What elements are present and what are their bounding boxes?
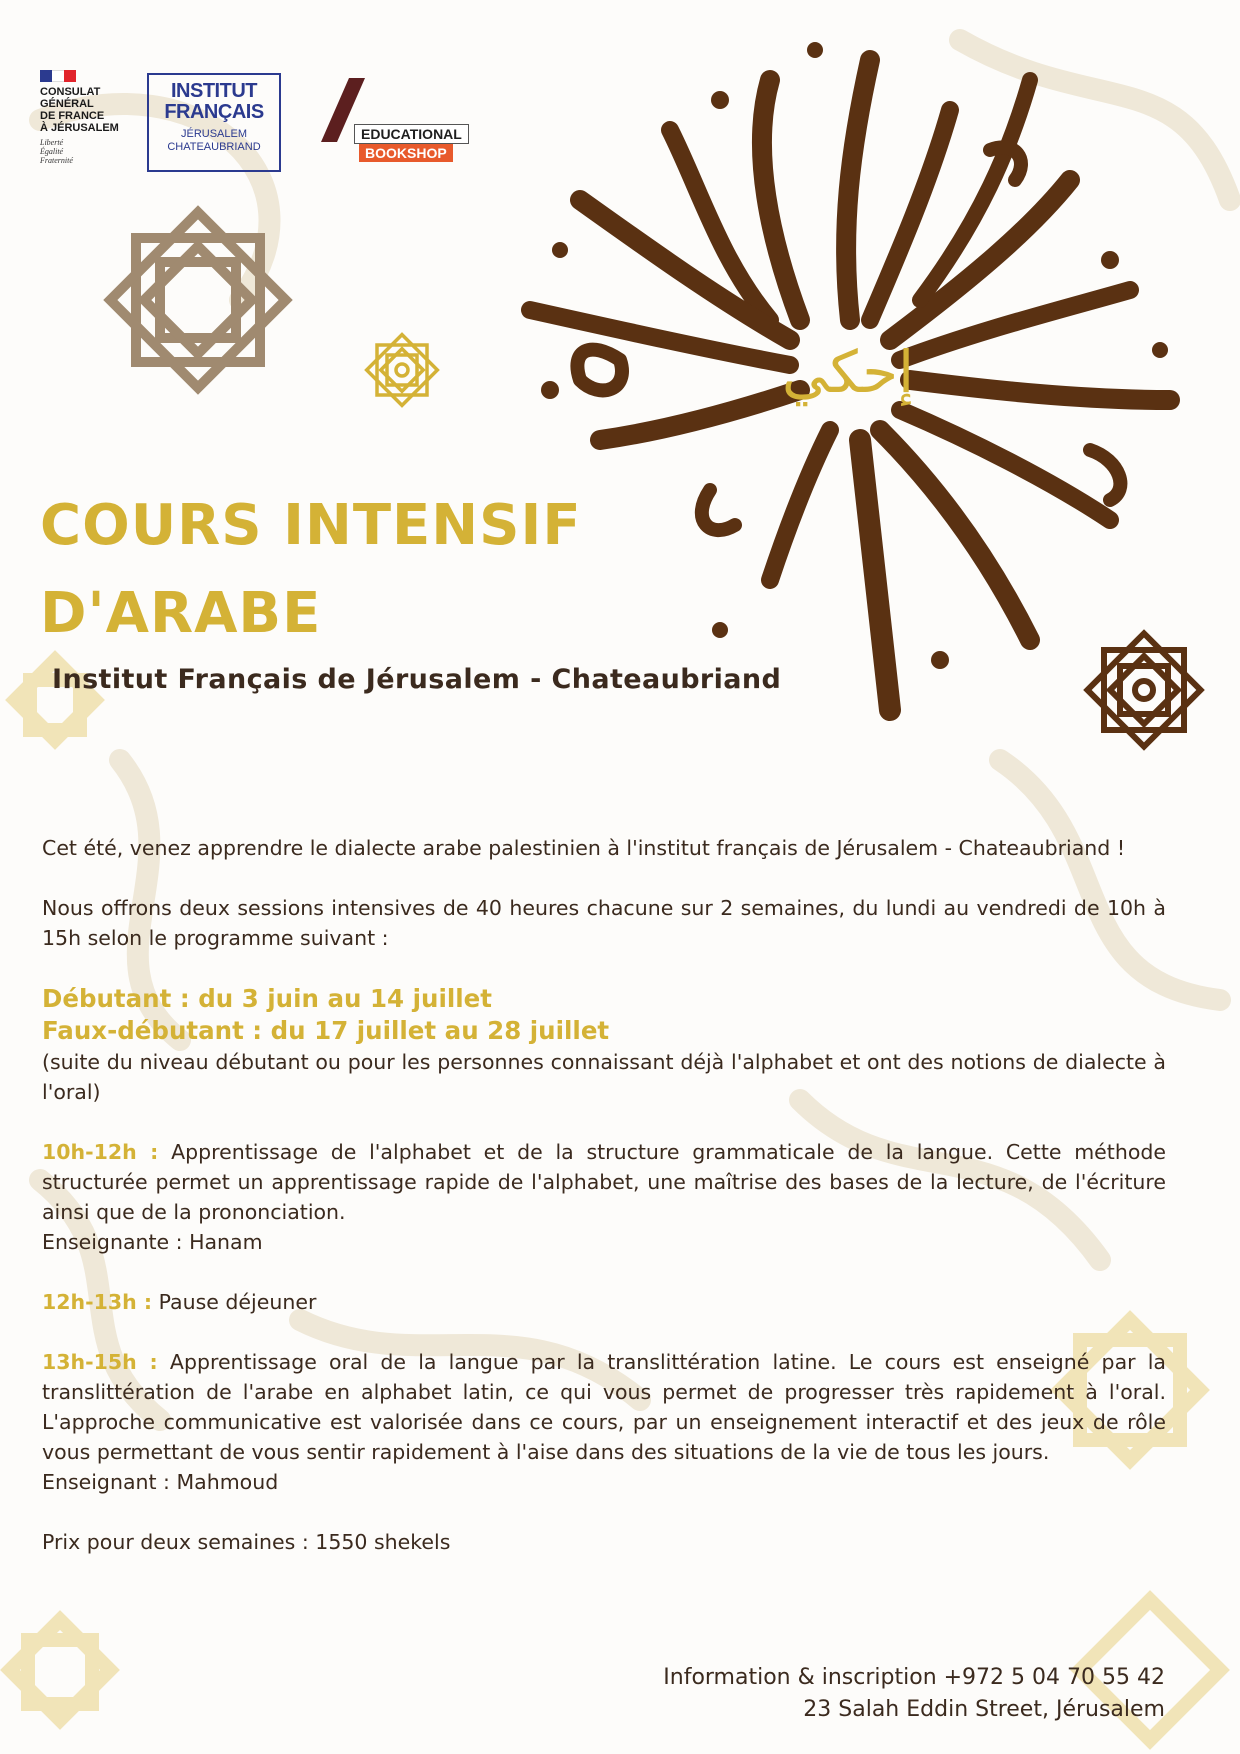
schedule-time: 13h-15h : xyxy=(42,1350,158,1374)
consulat-name: CONSULAT GÉNÉRAL DE FRANCE À JÉRUSALEM xyxy=(40,86,119,134)
schedule-text: Pause déjeuner xyxy=(152,1290,317,1314)
bookshop-logo-line1: EDUCATIONAL xyxy=(354,124,469,144)
page-subtitle: Institut Français de Jérusalem - Chateaubriand xyxy=(52,664,782,695)
contact-phone: Information & inscription +972 5 04 70 55 42 xyxy=(663,1665,1165,1690)
consulat-motto: Liberté Égalité Fraternité xyxy=(40,138,73,165)
course-description xyxy=(42,833,1166,1557)
schedule-lunch xyxy=(42,1287,1166,1317)
schedule-morning xyxy=(42,1137,1166,1227)
consulat-logo xyxy=(40,70,140,165)
schedule-text: Apprentissage de l'alphabet et de la structure grammaticale de la langue. Cette méthode structurée permet un apprentissage rapide de l'alphabet, une maîtrise des bases de la lecture, de l'écriture ainsi que de la prononciation. xyxy=(42,1140,1166,1224)
intro-paragraph: Cet été, venez apprendre le dialecte arabe palestinien à l'institut français de Jérusalem - Chateaubriand ! xyxy=(42,836,1126,860)
contact-address: 23 Salah Eddin Street, Jérusalem xyxy=(803,1697,1165,1722)
institut-logo-subtitle: JÉRUSALEM CHATEAUBRIAND xyxy=(167,128,261,153)
institut-logo-title: INSTITUT FRANÇAIS xyxy=(164,80,264,123)
page-title: COURS INTENSIF D'ARABE xyxy=(40,493,582,646)
geometric-star-large-icon xyxy=(98,200,298,400)
calligraphy-center-text: إحكي xyxy=(781,338,915,406)
schedule-teacher: Enseignante : Hanam xyxy=(42,1230,263,1254)
schedule-time: 10h-12h : xyxy=(42,1140,159,1164)
schedule-time: 12h-13h : xyxy=(42,1290,153,1314)
bookshop-logo-line2: BOOKSHOP xyxy=(359,144,453,162)
geometric-star-small-gold-icon xyxy=(362,330,442,410)
french-flag-icon xyxy=(40,70,76,82)
session-note: (suite du niveau débutant ou pour les personnes connaissant déjà l'alphabet et ont des notions de dialecte à l'oral) xyxy=(42,1050,1166,1104)
contact-info xyxy=(663,1662,1165,1726)
educational-bookshop-logo xyxy=(315,72,495,172)
session-beginner: Débutant : du 3 juin au 14 juillet xyxy=(42,984,492,1013)
session-false-beginner: Faux-débutant : du 17 juillet au 28 juillet xyxy=(42,1016,610,1045)
institut-francais-logo xyxy=(147,73,281,172)
price-line: Prix pour deux semaines : 1550 shekels xyxy=(42,1530,451,1554)
schedule-text: Apprentissage oral de la langue par la translittération latine. Le cours est enseigné par la translittération de l'arabe en alphabet latin, ce qui vous permet de progresser très rapidement à l'oral. L'approche communicative est valorisée dans ce cours, par un enseignement interactif et des jeux de rôle vous permettant de vous sentir rapidement à l'aise dans des situations de la vie de tous les jours. xyxy=(42,1350,1166,1464)
offer-paragraph: Nous offrons deux sessions intensives de 40 heures chacune sur 2 semaines, du lundi au vendredi de 10h à 15h selon le programme suivant : xyxy=(42,896,1166,950)
schedule-afternoon xyxy=(42,1347,1166,1467)
schedule-teacher: Enseignant : Mahmoud xyxy=(42,1470,279,1494)
